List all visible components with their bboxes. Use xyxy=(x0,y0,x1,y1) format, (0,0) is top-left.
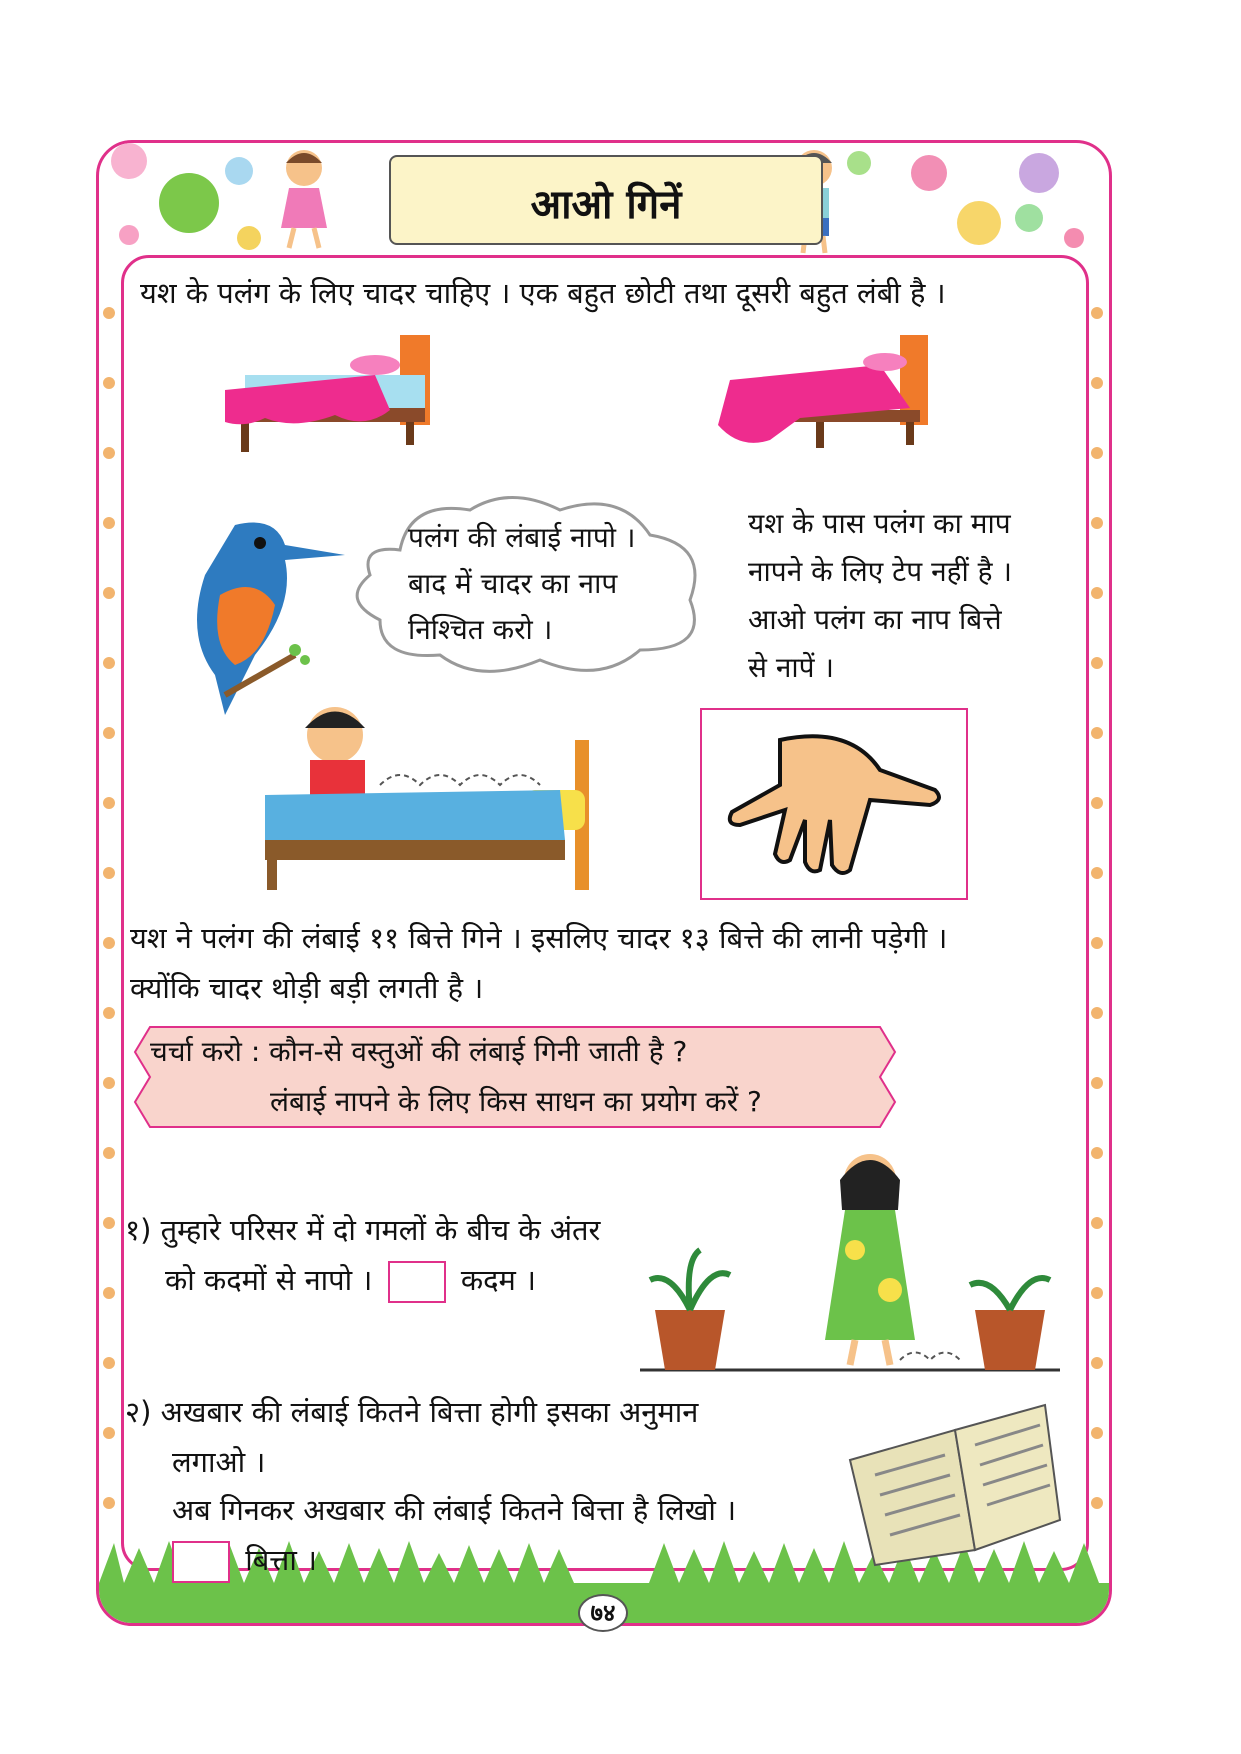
cloud-line-1: पलंग की लंबाई नापो । xyxy=(408,521,636,554)
question-2-line-3: अब गिनकर अखबार की लंबाई कितने बित्ता है लिखो । xyxy=(172,1493,737,1527)
side-note-line-3: आओ पलंग का नाप बित्ते xyxy=(748,603,1002,636)
question-2-text: अखबार की लंबाई कितने बित्ता होगी इसका अनुमान xyxy=(160,1395,699,1429)
bed-long-sheet xyxy=(710,330,950,470)
span-answer-box[interactable] xyxy=(172,1541,230,1583)
page-number: ७४ xyxy=(578,1594,628,1632)
newspaper-icon xyxy=(845,1400,1065,1570)
question-2-number: २) xyxy=(125,1395,152,1429)
question-2-line-1 xyxy=(125,1392,698,1431)
question-2-unit: बित्ता । xyxy=(245,1543,318,1577)
cloud-line-2: बाद में चादर का नाप xyxy=(408,567,618,600)
result-line-2: क्योंकि चादर थोड़ी बड़ी लगती है । xyxy=(130,971,484,1005)
question-2-line-4 xyxy=(172,1540,317,1583)
discuss-line-2: लंबाई नापने के लिए किस साधन का प्रयोग करें ? xyxy=(270,1085,762,1118)
page-title: आओ गिनें xyxy=(530,182,682,228)
discuss-line-1: चर्चा करो : कौन-से वस्तुओं की लंबाई गिनी जाती है ? xyxy=(150,1035,688,1068)
side-note-line-1: यश के पास पलंग का माप xyxy=(748,507,1011,540)
question-1-line-2 xyxy=(165,1260,536,1303)
kingfisher-bird-icon xyxy=(165,515,355,725)
girl-measuring-bed xyxy=(260,700,630,900)
girl-with-plant-pots xyxy=(640,1150,1060,1380)
steps-answer-box[interactable] xyxy=(388,1261,446,1303)
question-1-number: १) xyxy=(125,1213,152,1247)
question-1-text-2: को कदमों से नापो । xyxy=(165,1263,373,1297)
question-1-text: तुम्हारे परिसर में दो गमलों के बीच के अंतर xyxy=(160,1213,601,1247)
bed-short-sheet xyxy=(215,330,465,470)
question-2-line-2: लगाओ । xyxy=(172,1445,266,1479)
hand-span-icon xyxy=(720,730,950,880)
intro-text: यश के पलंग के लिए चादर चाहिए । एक बहुत छोटी तथा दूसरी बहुत लंबी है । xyxy=(140,276,946,310)
result-line-1: यश ने पलंग की लंबाई ११ बित्ते गिने । इसलिए चादर १३ बित्ते की लानी पड़ेगी । xyxy=(130,921,948,955)
side-note-line-2: नापने के लिए टेप नहीं है । xyxy=(748,555,1013,588)
question-1-line-1 xyxy=(125,1210,600,1249)
side-note-line-4: से नापें । xyxy=(748,651,835,684)
cloud-line-3: निश्चित करो । xyxy=(408,613,553,646)
question-1-unit: कदम । xyxy=(460,1263,537,1297)
